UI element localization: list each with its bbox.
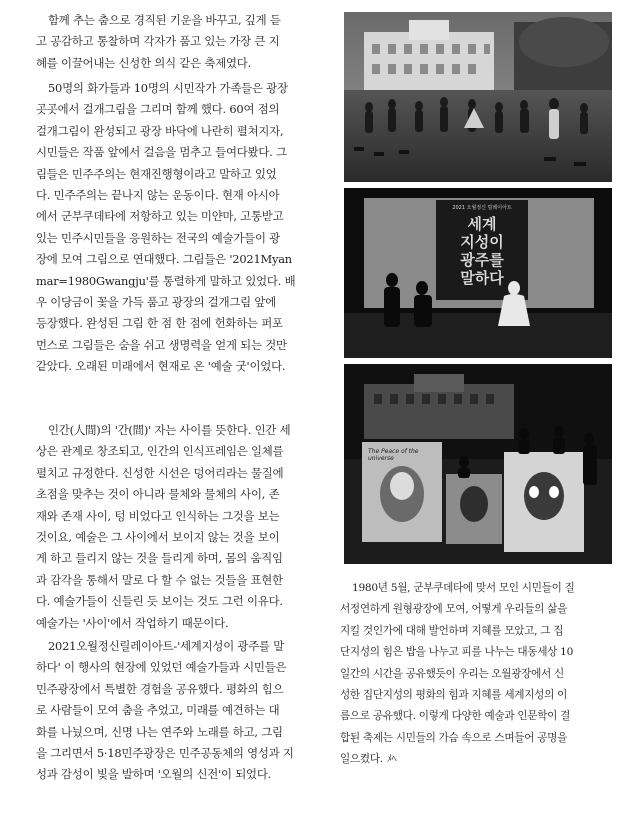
banner-title-line-2: 지성이 bbox=[460, 233, 504, 251]
banner-top-text: 2021 오월정신 릴레이아트 bbox=[452, 205, 512, 211]
text-line: 먼스로 그림들은 숨을 쉬고 생명력을 얻게 되는 것만 bbox=[36, 337, 287, 352]
text-line: 있는 민주시민들을 응원하는 전국의 예술가들이 광 bbox=[36, 230, 280, 245]
text-line bbox=[340, 749, 610, 770]
text-line: 을 그리면서 5·18민주광장은 민주공동체의 영성과 지 bbox=[36, 746, 294, 761]
text-line: 우 이당금이 꽃을 가득 품고 광장의 걸개그림 앞에 bbox=[36, 295, 277, 310]
text-line: 성한 집단지성의 평화의 힘과 지혜를 세계지성의 이 bbox=[340, 689, 568, 702]
text-line: mar=1980Gwangju'를 통렬하게 말하고 있었다. 배 bbox=[36, 273, 296, 288]
paragraph-2-text bbox=[36, 78, 338, 378]
text-line: 2021오월정신릴레이아트-'세계지성이 광주를 말 bbox=[48, 639, 285, 653]
text-line: 민주광장에서 특별한 경험을 공유했다. 평화의 힘으 bbox=[36, 681, 284, 696]
text-line: 다. 예술가들이 신들린 듯 보이는 것도 그런 이유다. bbox=[36, 594, 283, 609]
text-line: 단지성의 힘은 밥을 나누고 피를 나누는 대동세상 10 bbox=[340, 646, 574, 659]
text-line: 같았다. 오래된 미래에서 현재로 온 '예술 굿'이었다. bbox=[36, 359, 286, 374]
text-line: 합된 축제는 시민들의 가슴 속으로 스며들어 공명을 bbox=[340, 731, 568, 744]
paragraph-5 bbox=[340, 578, 610, 771]
text-line: 초점을 맞추는 것이 아니라 물체와 물체의 사이, 존 bbox=[36, 487, 280, 502]
paragraph-3-text bbox=[36, 420, 338, 634]
photo-night-paintings bbox=[344, 364, 612, 564]
text-line: 장에 모여 그림으로 연대했다. 그림들은 '2021Myan bbox=[36, 252, 292, 267]
text-line: 시민들은 작품 앞에서 걸음을 멈추고 들여다봤다. 그 bbox=[36, 145, 287, 160]
banner-title-line-4: 말하다 bbox=[460, 269, 504, 287]
banner-title-line-3: 광주를 bbox=[460, 251, 504, 269]
paragraph-5-text bbox=[340, 578, 610, 771]
text-line: 펼치고 규정한다. 신성한 시선은 덩어리라는 물질에 bbox=[36, 465, 284, 480]
text-line: 등장했다. 완성된 그림 한 점 한 점에 헌화하는 퍼포 bbox=[36, 316, 283, 331]
text-line: 예술가는 '사이'에서 작업하기 때문이다. bbox=[36, 615, 229, 630]
last-line-text: 일으켰다. bbox=[340, 753, 383, 766]
text-line: 인간(人間)의 '간(間)' 자는 사이를 뜻한다. 인간 세 bbox=[48, 423, 291, 437]
paragraph-4 bbox=[36, 636, 338, 786]
text-line: 곳곳에서 걸개그림을 그리며 함께 했다. 60여 점의 bbox=[36, 102, 280, 117]
banner-text bbox=[438, 204, 526, 287]
painting-caption-text: The Peace of the universe bbox=[368, 448, 419, 462]
photo-night-paintings-image bbox=[344, 364, 612, 564]
text-line: 에서 군부쿠데타에 저항하고 있는 미얀마, 고통받고 bbox=[36, 209, 284, 224]
text-line: 지킬 것인가에 대해 발언하며 지혜를 모았고, 그 집 bbox=[340, 624, 564, 637]
paragraph-1-text bbox=[36, 10, 338, 74]
text-line: 1980년 5월, 군부쿠데타에 맞서 모인 시민들이 질 bbox=[352, 582, 575, 594]
text-line: 걸개그림이 완성되고 광장 바닥에 나란히 펼쳐지자, bbox=[36, 123, 284, 138]
paragraph-3 bbox=[36, 420, 338, 634]
text-line: 함께 추는 춤으로 경직된 기운을 바꾸고, 깊게 듣 bbox=[48, 13, 281, 27]
text-line: 게 하고 들리지 않는 것을 들리게 하며, 몸의 움직임 bbox=[36, 551, 283, 566]
text-line: 과 감각을 통해서 말로 다 할 수 없는 것들을 표현한 bbox=[36, 572, 283, 587]
text-line: 로 사람들이 모여 춤을 추었고, 미래를 예견하는 대 bbox=[36, 703, 280, 718]
text-line: 50명의 화가들과 10명의 시민작가 가족들은 광장 bbox=[48, 81, 288, 95]
text-line: 고 공감하고 통찰하며 각자가 품고 있는 가장 큰 지 bbox=[36, 34, 280, 49]
end-mark-icon: ﾒﾍ bbox=[386, 754, 397, 766]
text-line: 것이요, 예술은 그 사이에서 보이지 않는 것을 보이 bbox=[36, 530, 280, 545]
text-line: 화를 나눴으며, 신명 나는 연주와 노래를 하고, 그림 bbox=[36, 724, 283, 739]
text-line: 다. 민주주의는 끝나지 않는 운동이다. 현재 아시아 bbox=[36, 188, 280, 203]
photo-dancing-crowd-image bbox=[344, 12, 612, 182]
text-line: 일간의 시간을 공유했듯이 우리는 오월광장에서 신 bbox=[340, 667, 564, 680]
paragraph-2 bbox=[36, 78, 338, 378]
text-line: 혜를 이끌어내는 신성한 의식 같은 축제였다. bbox=[36, 55, 251, 70]
photo-stage-banner bbox=[344, 188, 612, 358]
banner-title-line-1: 세계 bbox=[467, 215, 497, 233]
text-line: 서정연하게 원형광장에 모여, 어떻게 우리들의 삶을 bbox=[340, 603, 568, 616]
text-line: 상은 관계로 창조되고, 인간의 인식프레임은 일체를 bbox=[36, 444, 284, 459]
text-line: 재와 존재 사이, 텅 비었다고 인식하는 그것을 보는 bbox=[36, 508, 280, 523]
paragraph-1 bbox=[36, 10, 338, 74]
paragraph-4-text bbox=[36, 636, 338, 786]
text-line: 성과 감성이 빛을 발하며 '오월의 신전'이 되었다. bbox=[36, 767, 272, 782]
text-line: 름으로 공유했다. 이렇게 다양한 예술과 인문학이 결 bbox=[340, 710, 571, 723]
text-line: 림들은 민주주의는 현재진행형이라고 말하고 있었 bbox=[36, 166, 277, 181]
photo-dancing-crowd bbox=[344, 12, 612, 182]
text-line: 하다' 이 행사의 현장에 있었던 예술가들과 시민들은 bbox=[36, 660, 287, 675]
